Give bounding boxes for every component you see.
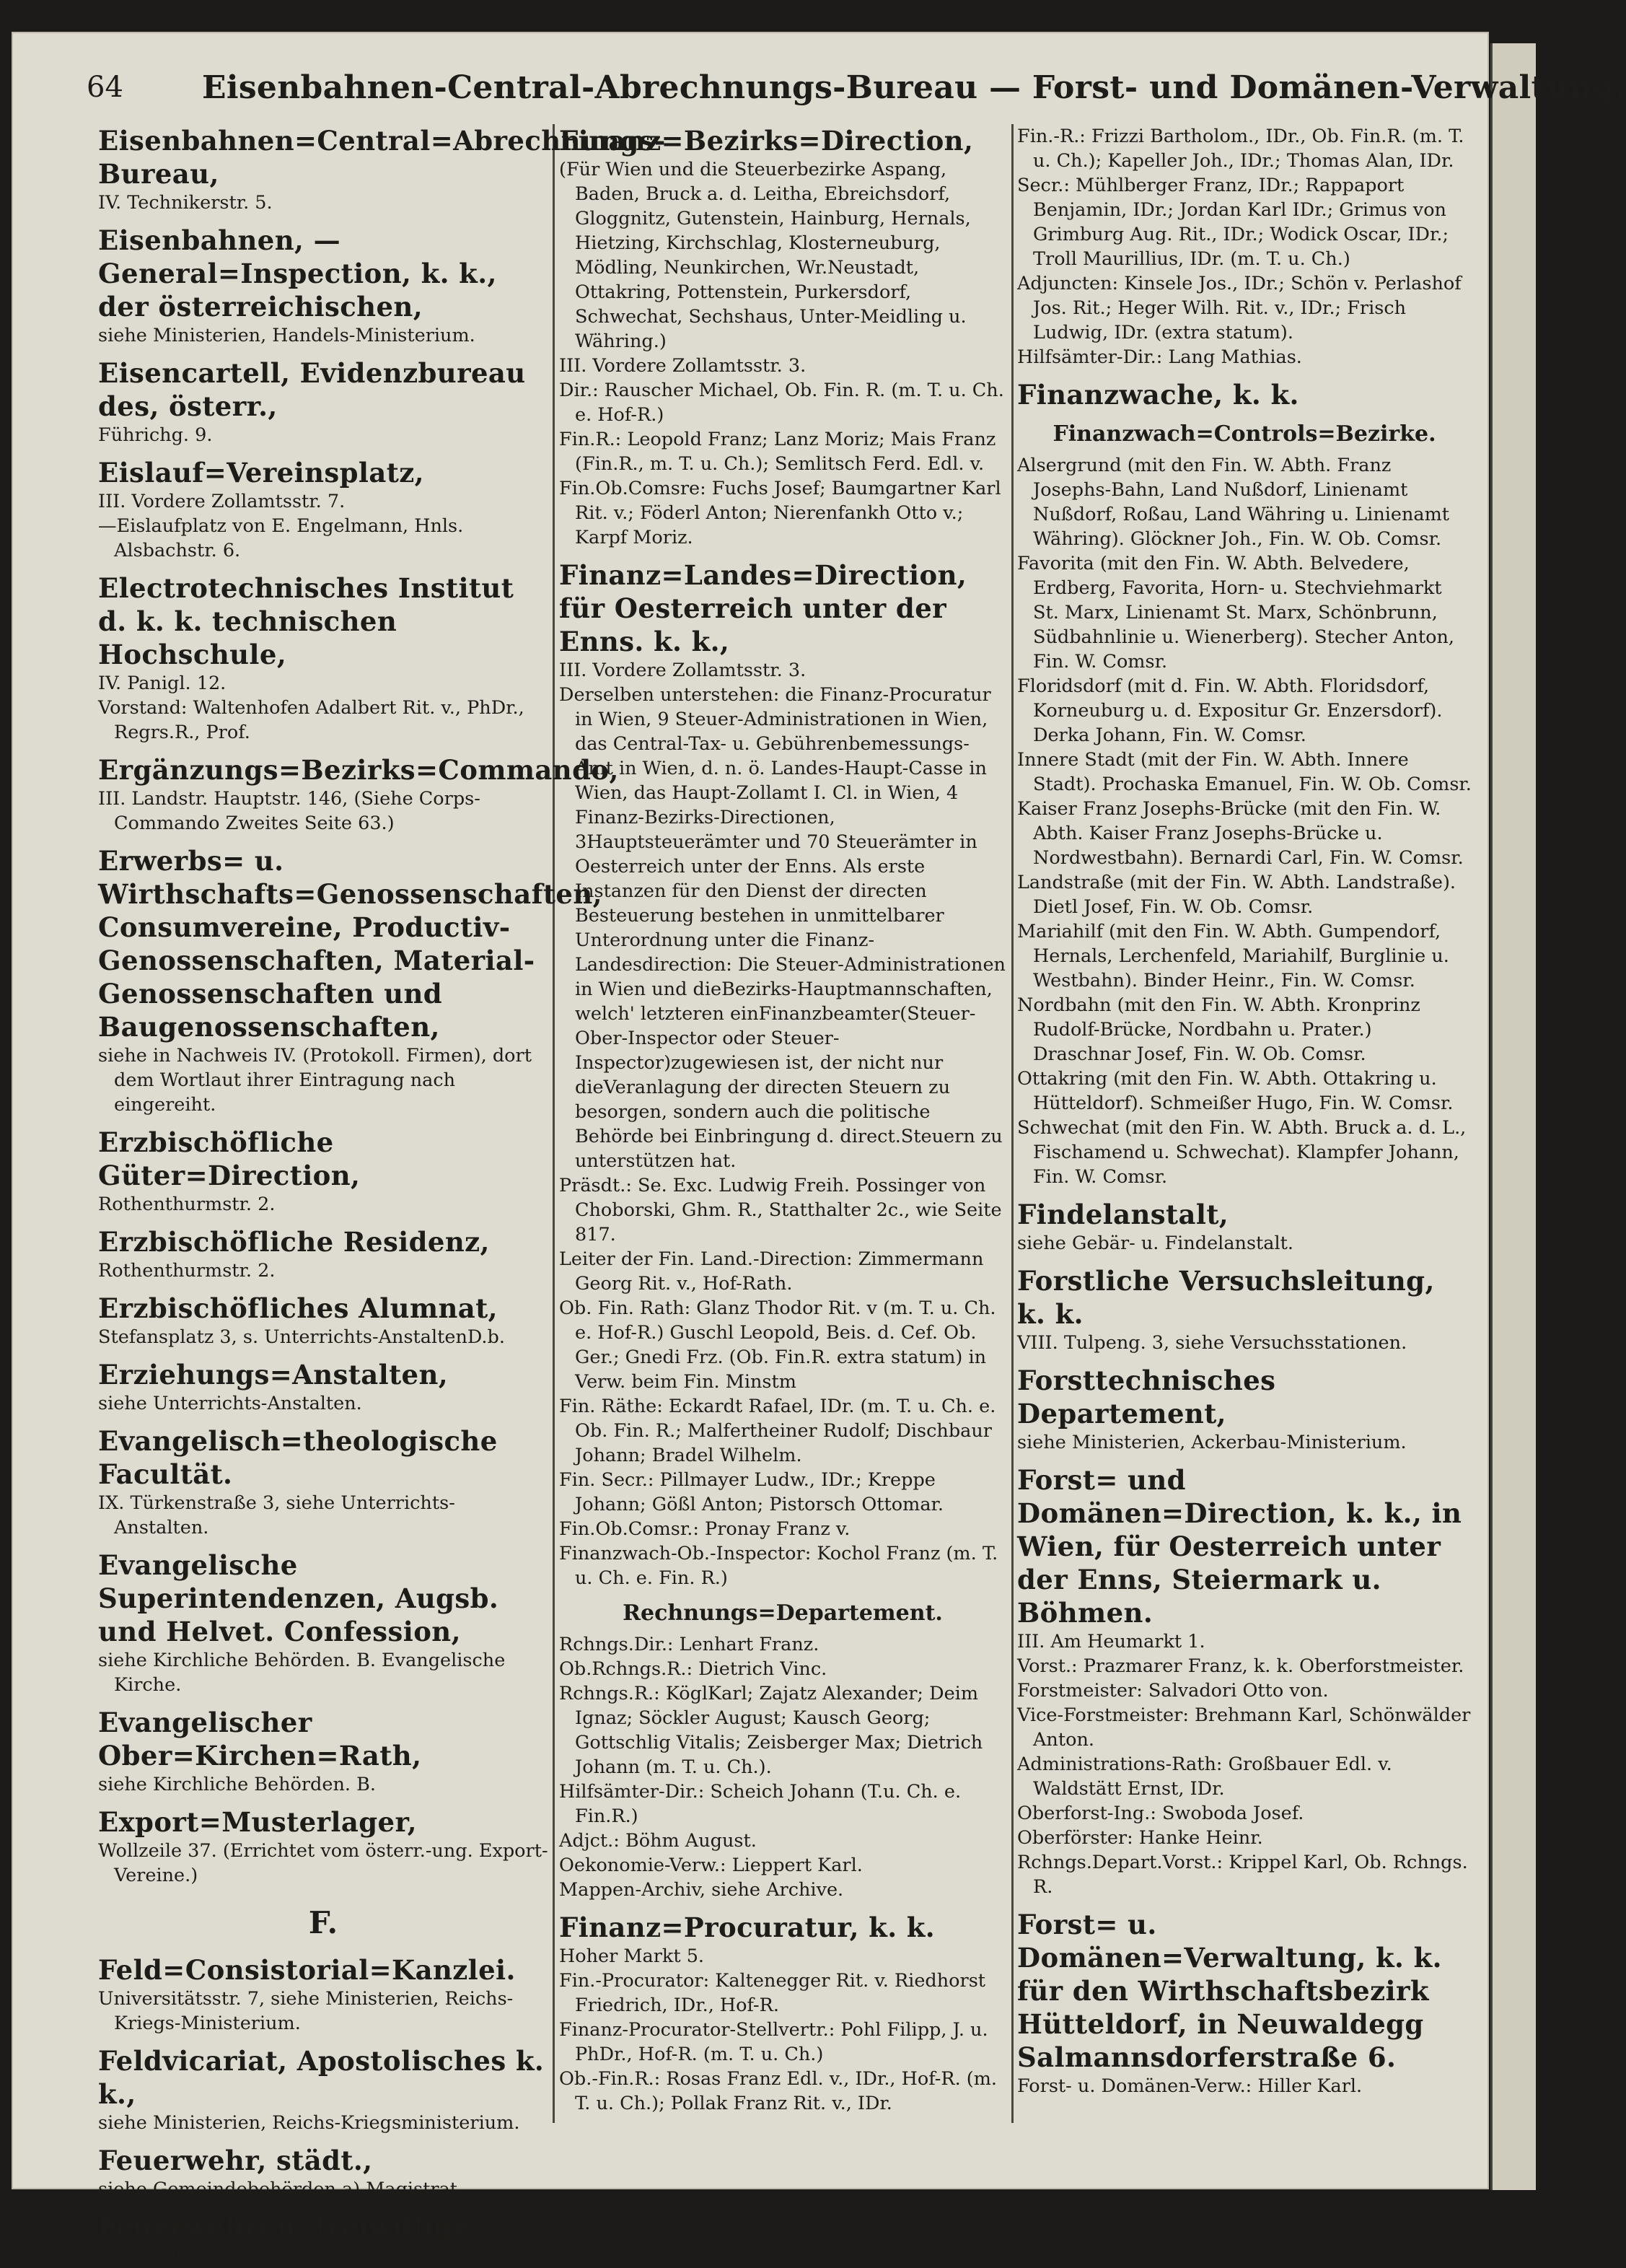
directory-entry bbox=[1017, 420, 1472, 1189]
entry-heading: Evangelische Superintendenzen, Augsb. und Helvet. Confession, bbox=[98, 1549, 499, 1647]
page-number: 64 bbox=[87, 71, 123, 104]
entry-detail: III. Vordere Zollamtsstr. 3. bbox=[559, 355, 807, 377]
entry-detail: siehe Ministerien, Ackerbau-Ministerium. bbox=[1017, 1432, 1407, 1453]
entry-detail: Vorstand: Waltenhofen Adalbert Rit. v., PhDr., Regrs.R., Prof. bbox=[98, 697, 524, 743]
entry-detail: Oberforst-Ing.: Swoboda Josef. bbox=[1017, 1803, 1304, 1824]
entry-heading: Evangelisch=theologische Facultät. bbox=[98, 1425, 498, 1490]
entry-heading: Erzbischöfliches Alumnat, bbox=[98, 1292, 498, 1324]
directory-entry bbox=[1017, 1264, 1472, 1355]
entry-detail: siehe Kirchliche Behörden. B. Evangelische Kirche. bbox=[98, 1650, 506, 1696]
entry-detail: Leiter der Fin. Land.-Direction: Zimmermann Georg Rit. v., Hof-Rath. bbox=[559, 1248, 984, 1295]
directory-entry bbox=[98, 572, 548, 745]
directory-entry bbox=[559, 124, 1006, 550]
directory-entry bbox=[98, 1953, 548, 2036]
entry-detail: Fin.R.: Leopold Franz; Lanz Moriz; Mais Franz (Fin.R., m. T. u. Ch.); Semlitsch Ferd. Edl. v. bbox=[559, 429, 996, 475]
entry-detail: Hilfsämter-Dir.: Lang Mathias. bbox=[1017, 346, 1302, 368]
directory-entry bbox=[1017, 124, 1472, 369]
entry-heading: Erzbischöfliche Residenz, bbox=[98, 1226, 490, 1258]
entry-heading: Export=Musterlager, bbox=[98, 1806, 417, 1838]
directory-entry bbox=[1017, 1364, 1472, 1455]
entry-detail: Führichg. 9. bbox=[98, 424, 213, 446]
entry-detail: Ottakring (mit den Fin. W. Abth. Ottakring u. Hütteldorf). Schmeißer Hugo, Fin. W. Comsr. bbox=[1017, 1068, 1454, 1114]
directory-entry bbox=[559, 1911, 1006, 2116]
entry-heading: Forst= u. Domänen=Verwaltung, k. k. für den Wirthschaftsbezirk Hütteldorf, in Neuwaldegg Salmannsdorferstraße 6. bbox=[1017, 1909, 1442, 2073]
entries-f bbox=[98, 1953, 548, 2268]
entry-heading: Erziehungs=Anstalten, bbox=[98, 1359, 449, 1391]
running-title: Eisenbahnen-Central-Abrechnungs-Bureau — Forst- und Domänen-Verwaltung. bbox=[202, 69, 1626, 106]
column-rule-2 bbox=[1011, 124, 1014, 2123]
column-rule-1 bbox=[553, 124, 555, 2123]
entries-forst bbox=[1017, 124, 1472, 2098]
entry-heading: Finanz=Procuratur, k. k. bbox=[559, 1912, 936, 1943]
entry-detail: —Eislaufplatz von E. Engelmann, Hnls. Alsbachstr. 6. bbox=[98, 515, 464, 561]
entry-detail: Rchngs.Depart.Vorst.: Krippel Karl, Ob. Rchngs. R. bbox=[1017, 1852, 1468, 1898]
entry-detail: Mappen-Archiv, siehe Archive. bbox=[559, 1879, 844, 1901]
entry-detail: Rchngs.Dir.: Lenhart Franz. bbox=[559, 1634, 819, 1655]
entry-heading: Feldvicariat, Apostolisches k. k., bbox=[98, 2045, 545, 2110]
entry-detail: Fin.Ob.Comsr.: Pronay Franz v. bbox=[559, 1518, 851, 1540]
entry-heading: Eislauf=Vereinsplatz, bbox=[98, 457, 424, 489]
entry-detail: Fin.-Procurator: Kaltenegger Rit. v. Riedhorst Friedrich, IDr., Hof-R. bbox=[559, 1970, 986, 2016]
entry-detail: Hilfsämter-Dir.: Scheich Johann (T.u. Ch. e. Fin.R.) bbox=[559, 1781, 962, 1827]
directory-entry bbox=[1017, 1198, 1472, 1256]
entry-detail: Administrations-Rath: Großbauer Edl. v. Waldstätt Ernst, IDr. bbox=[1017, 1753, 1392, 1800]
directory-entry bbox=[98, 2044, 548, 2135]
column-2 bbox=[559, 124, 1006, 2152]
entry-detail: Kaiser Franz Josephs-Brücke (mit den Fin. W. Abth. Kaiser Franz Josephs-Brücke u. Nordwestbahn). Bernardi Carl, Fin. W. Comsr. bbox=[1017, 798, 1464, 869]
entry-detail: III. Vordere Zollamtsstr. 3. bbox=[559, 660, 807, 681]
entry-heading: Feld=Consistorial=Kanzlei. bbox=[98, 1954, 516, 1986]
entry-heading: Feuerwehren, freiwillige, bbox=[98, 2211, 480, 2243]
directory-entry bbox=[98, 1358, 548, 1416]
entry-detail: Landstraße (mit der Fin. W. Abth. Landstraße). Dietl Josef, Fin. W. Ob. Comsr. bbox=[1017, 872, 1456, 918]
directory-entry bbox=[1017, 378, 1472, 411]
entry-detail: siehe Unterrichts-Anstalten. bbox=[98, 1393, 362, 1414]
entry-detail: III. Landstr. Hauptstr. 146, (Siehe Corps-Commando Zweites Seite 63.) bbox=[98, 788, 480, 834]
directory-entry bbox=[98, 2210, 548, 2268]
entry-detail: siehe Kirchliche Behörden. B. bbox=[98, 1774, 376, 1795]
entries-finanz bbox=[559, 124, 1006, 2116]
subsection-heading: Finanzwach=Controls=Bezirke. bbox=[1052, 421, 1436, 447]
entry-detail: siehe unter Vereine. bbox=[98, 2245, 286, 2267]
entry-detail: Fin.-R.: Frizzi Bartholom., IDr., Ob. Fin.R. (m. T. u. Ch.); Kapeller Joh., IDr.; Thomas Alan, IDr. bbox=[1017, 126, 1464, 172]
entry-detail: siehe Ministerien, Handels-Ministerium. bbox=[98, 325, 475, 346]
directory-entry bbox=[98, 1424, 548, 1540]
entry-heading: Finanzwache, k. k. bbox=[1017, 379, 1299, 411]
next-page-edge bbox=[1490, 43, 1536, 2190]
entry-detail: siehe in Nachweis IV. (Protokoll. Firmen), dort dem Wortlaut ihrer Eintragung nach eingereiht. bbox=[98, 1045, 532, 1116]
entry-detail: siehe Gemeindebehörden a) Magistrat. bbox=[98, 2179, 464, 2200]
entry-heading: Finanz=Landes=Direction, für Oesterreich unter der Enns. k. k., bbox=[559, 559, 967, 657]
directory-entry bbox=[98, 844, 602, 1117]
directory-entry bbox=[98, 124, 666, 215]
entry-detail: Ob.-Fin.R.: Rosas Franz Edl. v., IDr., Hof-R. (m. T. u. Ch.); Pollak Franz Rit. v., IDr. bbox=[559, 2068, 998, 2114]
entry-detail: Rothenthurmstr. 2. bbox=[98, 1194, 276, 1215]
entry-detail: III. Vordere Zollamtsstr. 7. bbox=[98, 491, 346, 512]
directory-entry bbox=[98, 1805, 548, 1888]
entry-heading: Eisenbahnen=Central=Abrechnungs-Bureau, bbox=[98, 125, 666, 190]
column-3 bbox=[1017, 124, 1472, 2152]
entry-detail: Universitätsstr. 7, siehe Ministerien, Reichs-Kriegs-Ministerium. bbox=[98, 1988, 514, 2034]
entry-detail: IV. Panigl. 12. bbox=[98, 673, 227, 694]
entry-detail: Alsergrund (mit den Fin. W. Abth. Franz Josephs-Bahn, Land Nußdorf, Linienamt Nußdorf, Roßau, Land Währing u. Linienamt Währing). Glöckner Joh., Fin. W. Ob. Comsr. bbox=[1017, 455, 1450, 550]
directory-entry bbox=[98, 224, 548, 348]
entry-detail: siehe Ministerien, Reichs-Kriegsministerium. bbox=[98, 2112, 520, 2134]
entry-detail: IX. Türkenstraße 3, siehe Unterrichts-Anstalten. bbox=[98, 1492, 455, 1538]
entry-detail: Fin.Ob.Comsre: Fuchs Josef; Baumgartner Karl Rit. v.; Föderl Anton; Nierenfankh Otto v.; Karpf Moriz. bbox=[559, 478, 1001, 548]
directory-entry bbox=[1017, 1463, 1472, 1899]
entry-detail: Adjuncten: Kinsele Jos., IDr.; Schön v. Perlashof Jos. Rit.; Heger Wilh. Rit. v., IDr.; Frisch Ludwig, IDr. (extra statum). bbox=[1017, 273, 1462, 343]
entry-heading: Eisencartell, Evidenzbureau des, österr., bbox=[98, 357, 526, 422]
entry-detail: Nordbahn (mit den Fin. W. Abth. Kronprinz Rudolf-Brücke, Nordbahn u. Prater.) Draschnar Josef, Fin. W. Ob. Comsr. bbox=[1017, 994, 1420, 1065]
directory-entry bbox=[98, 456, 548, 563]
directory-entry bbox=[98, 1126, 548, 1217]
entry-detail: Finanz-Procurator-Stellvertr.: Pohl Filipp, J. u. PhDr., Hof-R. (m. T. u. Ch.) bbox=[559, 2019, 988, 2065]
entry-detail: Ob. Fin. Rath: Glanz Thodor Rit. v (m. T. u. Ch. e. Hof-R.) Guschl Leopold, Beis. d. Cef. Ob. Ger.; Gnedi Frz. (Ob. Fin.R. extra statum) in Verw. beim Fin. Minstm bbox=[559, 1297, 996, 1393]
directory-entry bbox=[98, 753, 619, 836]
entry-detail: Vorst.: Prazmarer Franz, k. k. Oberforstmeister. bbox=[1017, 1655, 1464, 1677]
entry-heading: Findelanstalt, bbox=[1017, 1199, 1229, 1230]
entry-detail: III. Am Heumarkt 1. bbox=[1017, 1631, 1205, 1652]
entry-heading: Forstliche Versuchsleitung, k. k. bbox=[1017, 1265, 1435, 1330]
entry-heading: Erwerbs= u. Wirthschafts=Genossenschaften, Consumvereine, Productiv-Genossenschaften, Material-Genossenschaften und Baugenossenschaften, bbox=[98, 845, 602, 1043]
entry-detail: Forst- u. Domänen-Verw.: Hiller Karl. bbox=[1017, 2075, 1363, 2097]
directory-entry bbox=[98, 2144, 548, 2202]
entry-detail: Stefansplatz 3, s. Unterrichts-AnstaltenD.b. bbox=[98, 1326, 505, 1348]
entry-heading: Erzbischöfliche Güter=Direction, bbox=[98, 1126, 361, 1191]
entry-detail: Dir.: Rauscher Michael, Ob. Fin. R. (m. T. u. Ch. e. Hof-R.) bbox=[559, 380, 1004, 426]
entry-detail: Fin. Räthe: Eckardt Rafael, IDr. (m. T. u. Ch. e. Ob. Fin. R.; Malfertheiner Rudolf; Dischbaur Johann; Bradel Wilhelm. bbox=[559, 1396, 996, 1466]
directory-entry bbox=[98, 1706, 548, 1797]
entry-detail: Schwechat (mit den Fin. W. Abth. Bruck a. d. L., Fischamend u. Schwechat). Klampfer Johann, Fin. W. Comsr. bbox=[1017, 1117, 1467, 1188]
entry-heading: Evangelischer Ober=Kirchen=Rath, bbox=[98, 1707, 422, 1772]
entry-heading: Forst= und Domänen=Direction, k. k., in Wien, für Oesterreich unter der Enns, Steiermark u. Böhmen. bbox=[1017, 1464, 1462, 1629]
entry-heading: Eisenbahnen, — General=Inspection, k. k., der österreichischen, bbox=[98, 224, 497, 323]
entry-detail: Oberförster: Hanke Heinr. bbox=[1017, 1827, 1263, 1849]
entry-detail: Forstmeister: Salvadori Otto von. bbox=[1017, 1680, 1329, 1702]
entry-detail: Oekonomie-Verw.: Lieppert Karl. bbox=[559, 1855, 863, 1876]
directory-entry bbox=[98, 356, 548, 447]
entry-detail: Wollzeile 37. (Errichtet vom österr.-ung. Export-Vereine.) bbox=[98, 1840, 548, 1886]
directory-entry bbox=[559, 559, 1006, 1590]
subsection-heading: Rechnungs=Departement. bbox=[623, 1601, 943, 1626]
directory-entry bbox=[559, 1599, 1006, 1902]
entry-detail: VIII. Tulpeng. 3, siehe Versuchsstationen. bbox=[1017, 1332, 1407, 1354]
entry-detail: Präsdt.: Se. Exc. Ludwig Freih. Possinger von Choborski, Ghm. R., Statthalter 2c., wie Seite 817. bbox=[559, 1175, 1002, 1245]
entry-heading: Forsttechnisches Departement, bbox=[1017, 1365, 1276, 1429]
entry-heading: Feuerwehr, städt., bbox=[98, 2145, 373, 2176]
entry-detail: Adjct.: Böhm August. bbox=[559, 1830, 757, 1852]
entry-detail: Fin. Secr.: Pillmayer Ludw., IDr.; Kreppe Johann; Gößl Anton; Pistorsch Ottomar. bbox=[559, 1469, 944, 1515]
entry-detail: siehe Gebär- u. Findelanstalt. bbox=[1017, 1232, 1293, 1254]
entry-detail: Secr.: Mühlberger Franz, IDr.; Rappaport Benjamin, IDr.; Jordan Karl IDr.; Grimus von Grimburg Aug. Rit., IDr.; Wodick Oscar, IDr.; Troll Maurillius, IDr. (m. T. u. Ch.) bbox=[1017, 175, 1449, 270]
entry-detail: Floridsdorf (mit d. Fin. W. Abth. Floridsdorf, Korneuburg u. d. Expositur Gr. Enzersdorf). Derka Johann, Fin. W. Comsr. bbox=[1017, 675, 1443, 746]
entry-detail: Rchngs.R.: KöglKarl; Zajatz Alexander; Deim Ignaz; Söckler August; Kausch Georg; Gottschlig Vitalis; Zeisberger Max; Dietrich Johann (m. T. u. Ch.). bbox=[559, 1683, 983, 1778]
entry-detail: (Für Wien und die Steuerbezirke Aspang, Baden, Bruck a. d. Leitha, Ebreichsdorf, Gloggnitz, Gutenstein, Hainburg, Hernals, Hietzing, Kirchschlag, Klosterneuburg, Mödling, Neunkirchen, Wr.Neustadt, Ottakring, Pottenstein, Purkersdorf, Schwechat, Sechshaus, Unter-Meidling u. Währing.) bbox=[559, 159, 971, 352]
entry-detail: Hoher Markt 5. bbox=[559, 1945, 705, 1967]
directory-entry bbox=[98, 1549, 548, 1697]
directory-entry bbox=[1017, 1908, 1472, 2098]
entry-detail: Ob.Rchngs.R.: Dietrich Vinc. bbox=[559, 1658, 827, 1680]
directory-entry bbox=[98, 1225, 548, 1283]
entry-detail: Innere Stadt (mit der Fin. W. Abth. Innere Stadt). Prochaska Emanuel, Fin. W. Ob. Comsr. bbox=[1017, 749, 1472, 795]
entry-detail: Favorita (mit den Fin. W. Abth. Belvedere, Erdberg, Favorita, Horn- u. Stechviehmarkt St. Marx, Linienamt St. Marx, Schönbrunn, Südbahnlinie u. Wienerberg). Stecher Anton, Fin. W. Comsr. bbox=[1017, 553, 1454, 673]
entry-heading: Finanz=Bezirks=Direction, bbox=[559, 125, 974, 157]
entry-detail: Mariahilf (mit den Fin. W. Abth. Gumpendorf, Hernals, Lerchenfeld, Mariahilf, Burglinie u. Westbahn). Binder Heinr., Fin. W. Comsr. bbox=[1017, 921, 1449, 991]
entry-detail: Finanzwach-Ob.-Inspector: Kochol Franz (m. T. u. Ch. e. Fin. R.) bbox=[559, 1543, 998, 1589]
entry-heading: Electrotechnisches Institut d. k. k. technischen Hochschule, bbox=[98, 572, 514, 670]
entry-detail: Rothenthurmstr. 2. bbox=[98, 1260, 276, 1282]
entry-detail: Derselben unterstehen: die Finanz-Procuratur in Wien, 9 Steuer-Administrationen in Wien, das Central-Tax- u. Gebührenbemessungs-Amt in Wien, d. n. ö. Landes-Haupt-Casse in Wien, das Haupt-Zollamt I. Cl. in Wien, 4 Finanz-Bezirks-Directionen, 3Hauptsteuerämter und 70 Steuerämter in Oesterreich unter der Enns. Als erste Instanzen für den Dienst der directen Besteuerung bestehen in unmittelbarer Unterordnung unter die Finanz-Landesdirection: Die Steuer-Administrationen in Wien und dieBezirks-Hauptmannschaften, welch' letzteren einFinanzbeamter(Steuer-Ober-Inspector oder Steuer-Inspector)zugewiesen ist, der nicht nur dieVeranlagung der directen Steuern zu besorgen, sondern auch die politische Behörde bei Einbringung d. direct.Steuern zu unterstützen hat. bbox=[559, 684, 1006, 1172]
directory-entry bbox=[98, 1292, 548, 1349]
entry-detail: IV. Technikerstr. 5. bbox=[98, 192, 273, 214]
running-header bbox=[87, 69, 1626, 114]
section-letter: F. bbox=[308, 1905, 338, 1940]
entry-heading: Ergänzungs=Bezirks=Commando, bbox=[98, 754, 619, 786]
entry-detail: Vice-Forstmeister: Brehmann Karl, Schönwälder Anton. bbox=[1017, 1704, 1471, 1751]
